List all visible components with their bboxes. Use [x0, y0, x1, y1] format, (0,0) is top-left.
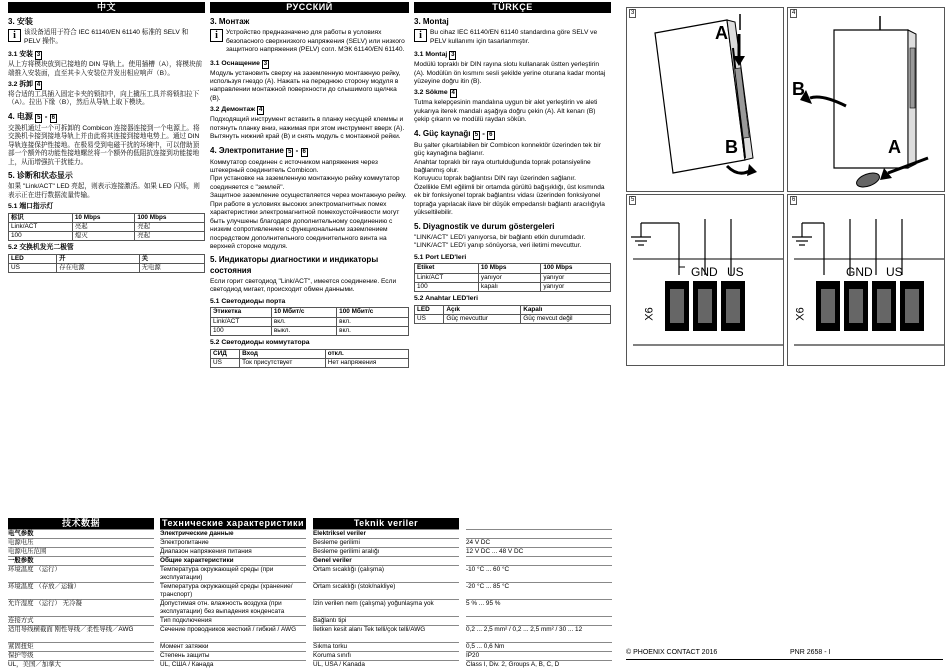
tr-section-3-2: 3.2 Sökme 4: [414, 89, 455, 97]
figure-ref: 5: [288, 148, 292, 155]
figure-5-power: [626, 194, 784, 366]
ru-switch-led-table: СИД Вход откл. US Ток присутствует Нет напряжения: [210, 349, 409, 368]
figure-4-removal: [787, 7, 945, 192]
tr-section-5-2: 5.2 Anahtar LED'leri: [414, 295, 479, 303]
tech-data-tr: Teknik veriler Elektriksel veriler Besleme gerilimi Besleme gerilimi aralığı Genel veriler Ortam sıcaklığı (çalışma) Ortam sıcaklığı (stok/nakliye) İzin verilen nem (çalışma) yoğunlaşma yok Bağlantı tipi İletken kesit alanı Tek telli/çok telli/AWG Sıkma torku Koruma sınıfı UL, USA / Kanada: [313, 518, 459, 669]
figure-number: 6: [792, 197, 796, 203]
footer-rule: [626, 659, 943, 660]
footer-copyright: © PHOENIX CONTACT 2016: [626, 649, 718, 656]
zh-section-4: 4. 电源 5 - 6: [8, 111, 55, 121]
tr-section-5: 5. Diyagnostik ve durum göstergeleri: [414, 221, 555, 231]
tr-note: [414, 29, 611, 48]
ru-text-3-1: Модуль установить сверху на заземленную монтажную рейку, используя гнездо (A). Нажать на переднюю сторону модуля в направлении монтажной поверхности до слышимого щелчка (B).: [210, 69, 401, 102]
tech-values: 24 V DC 12 V DC ... 48 V DC -10 °C ... 60 °C -20 °C ... 85 °C 5 % ... 95 % 0,2 ... 2,5 mm² / 0,2 ... 2,5 mm² / 30 ... 12 0,5 ... 0,6 Nm IP20 Class I, Div. 2, Groups A, B, C, D: [466, 518, 612, 669]
ru-section-5-2: 5.2 Светодиоды коммутатора: [210, 339, 310, 347]
ru-section-5: 5. Индикаторы диагностики и индикаторы состояния: [210, 255, 379, 275]
tr-switch-led-table: LED Açık Kapalı US Güç mevcuttur Güç mevcut değil: [414, 305, 611, 324]
zh-port-led-table: 标识 10 Mbps 100 Mbps Link/ACT 亮起 亮起 100 熄灭 亮起: [8, 213, 205, 242]
tr-section-3: 3. Montaj: [414, 17, 449, 26]
figure-ref: 5: [474, 131, 479, 138]
column-turkish: [414, 2, 611, 327]
zh-text-5: 如果 "Link/ACT" LED 亮起，则表示连接激活。如果 LED 闪烁，则表示正在进行数据流量传输。: [8, 183, 200, 199]
header-russian: РУССКИЙ: [210, 2, 409, 13]
column-chinese: [8, 2, 205, 276]
ru-note-text: Устройство предназначено для работы в условиях безопасного сверхнизкого напряжения (SELV) или низкого защитного напряжения (PELV) согл. МЭК 61140/EN 61140.: [226, 29, 405, 54]
info-icon: i: [414, 29, 427, 42]
footer-doc-number: PNR 2658 - I: [790, 649, 831, 656]
figure-ref: 6: [302, 148, 306, 155]
us-label: US: [727, 265, 744, 279]
header-chinese: 中文: [8, 2, 205, 13]
zh-section-3: 3. 安装: [8, 17, 33, 26]
removal-diagram: [788, 8, 944, 191]
zh-section-3-2: 3.2 拆卸 4: [8, 80, 41, 88]
tech-header-zh: 技术数据: [8, 518, 154, 529]
tr-section-5-1: 5.1 Port LED'leri: [414, 253, 467, 261]
figure-number: 3: [631, 10, 635, 16]
ru-note: [210, 29, 409, 56]
header-turkish: TÜRKÇE: [414, 2, 611, 13]
zh-section-5-2: 5.2 交换机发光二极管: [8, 244, 74, 252]
tr-section-3-1: 3.1 Montaj 3: [414, 51, 455, 59]
tr-text-5: "LINK/ACT" LED'i yanıyorsa, bir bağlantı etkin durumdadır. "LINK/ACT" LED'i yanıp sönüyorsa, veri iletimi mevcuttur.: [414, 233, 586, 250]
ru-section-3-2: 3.2 Демонтаж 4: [210, 106, 263, 114]
x6-label: X6: [643, 307, 656, 321]
info-icon: i: [210, 29, 223, 42]
tr-section-4: 4. Güç kaynağı 5 - 6: [414, 128, 493, 138]
zh-note: [8, 29, 205, 48]
gnd-label: GND: [846, 265, 873, 279]
tech-data-ru: Технические характеристики Электрические данные Электропитание Диапазон напряжения питания Общие характеристики Температура окружающей среды (при эксплуатации) Температура окружающей среды (хранение/транспорт) Допустимая отн. влажность воздуха (при эксплуатации) без выпадения конденсата Тип подключения Сечение проводников жесткий / гибкий / AWG Момент затяжки Степень защиты UL, США / Канада: [160, 518, 304, 668]
zh-section-5-1: 5.1 端口指示灯: [8, 203, 54, 211]
ru-section-3-1: 3.1 Оснащение 3: [210, 59, 268, 67]
tr-text-4: Bu şalter çıkartılabilen bir Combicon konnektör üzerinden tek bir güç kaynağına bağlanır. Anahtar topraklı bir raya oturtulduğunda toprak potansiyeline bağlanmış olur. Koruyucu toprak bağlantısı DIN rayı üzerinden sağlanır. Özellikle EMI eğilimli bir ortamda gürültü bağışıklığı, üst kısmında ek bir fonksiyonel toprak bağlantısı vidası üzerinden fonksiyonel toprağa yapılacak ilave bir düşük empedanslı bağlantı aracılığıyla yükseltilebilir.: [414, 141, 605, 217]
ru-port-led-table: Этикетка 10 Мбит/с 100 Мбит/с Link/ACT вкл. вкл. 100 выкл. вкл.: [210, 307, 409, 336]
ru-section-5-1: 5.1 Светодиоды порта: [210, 297, 286, 305]
tech-header-tr: Teknik veriler: [313, 518, 459, 529]
ru-text-5: Если горит светодиод "Link/ACT", имеется соединение. Если светодиод мигает, происходит обмен данными.: [210, 277, 397, 294]
zh-note-text: 该设备适用于符合 IEC 61140/EN 61140 标准的 SELV 和 PELV 操作。: [24, 29, 189, 45]
column-russian: [210, 2, 409, 371]
figure-ref: 4: [258, 107, 263, 114]
gnd-label: GND: [691, 265, 718, 279]
label-a: A: [888, 137, 901, 157]
zh-text-3-1: 从上方将模块放到已接地的 DIN 导轨上。使用插槽（A），将模块前端推入安装面，直至其卡入安装位并发出相应响声（B）。: [8, 61, 203, 77]
figure-ref: 4: [451, 90, 455, 97]
tr-text-3-1: Modülü topraklı bir DIN rayına slotu kullanarak üstten yerleştirin (A). Modülün ön kısmını sesli şekilde yerine oturana kadar montaj yüzeyine doğru itin (B).: [414, 61, 606, 85]
figure-ref: 5: [37, 114, 41, 121]
tr-port-led-table: Etiket 10 Mbps 100 Mbps Link/ACT yanıyor yanıyor 100 kapalı yanıyor: [414, 263, 611, 292]
zh-text-3-2: 将合适的工具插入固定卡夹的锁扣中，向上撬压工具并将锁扣拉下（A）。拉出下缘（B），然后从导轨上取下模块。: [8, 90, 200, 107]
zh-switch-led-table: LED 开 关 US 存在电源 无电源: [8, 254, 205, 273]
figure-ref: 3: [263, 60, 268, 67]
zh-section-3-1: 3.1 安装 3: [8, 51, 41, 59]
zh-section-5: 5. 诊断和状态显示: [8, 171, 73, 181]
label-b: B: [792, 79, 805, 99]
mounting-diagram: [627, 8, 783, 191]
tech-data-zh: 技术数据 电气参数 电源电压 电源电压范围 一般参数 环境温度 （运行） 环境温度 （存放／运输） 允许湿度 （运行） 无冷凝 连接方式 适用导线横截面 刚性导线／柔性导线／AWG 紧固扭矩 保护等级 UL，美国／加拿大: [8, 518, 154, 669]
figure-ref: 4: [36, 81, 41, 88]
ru-text-4: Коммутатор соединен с источником напряжения через штекерный соединитель Combicon. При установке на заземленную монтажную рейку коммутатор соединяется с "землей". Защитное заземление осуществляется через монтажную рейку. При работе в условиях высоких электромагнитных помех характеристики электромагнитной помехоустойчивости могут быть улучшены благодаря дополнительному соединению с низким сопротивлением с функциональным заземлением посредством дополнительного соединительного винта на верхней стороне модуля.: [210, 158, 407, 250]
ru-text-3-2: Подходящий инструмент вставить в планку несущей клеммы и потянуть планку вниз, нажимая при этом инструмент вверх (A). Вытянуть нижний край (B) и снять модуль с монтажной рейки.: [210, 116, 405, 141]
figure-ref: 6: [51, 114, 55, 121]
info-icon: i: [8, 29, 21, 42]
ru-section-3: 3. Монтаж: [210, 17, 250, 26]
x6-label: X6: [794, 307, 807, 321]
figure-number: 5: [631, 197, 635, 203]
figure-3-mounting: [626, 7, 784, 192]
figure-6-power: [787, 194, 945, 366]
tr-note-text: Bu cihaz IEC 61140/EN 61140 standardına göre SELV ve PELV kullanımı için tasarlanmıştır.: [430, 29, 598, 45]
us-label: US: [886, 265, 903, 279]
tech-header-ru: Технические характеристики: [161, 518, 304, 528]
zh-text-4: 交换机通过一个可拆卸的 Combicon 连接器连接到一个电源上。将交换机卡接到接地导轨上并由此将其连接到接地电势上。通过 DIN 导轨连接保护性接地。在极易受到电磁干扰的环境中，可以借助顶部一个额外的功能性接地螺丝将一个额外的低阻抗连接到功能接地上，从而增强抗干扰能力。: [8, 124, 200, 166]
label-b: B: [725, 137, 738, 157]
tr-text-3-2: Tutma kelepçesinin mandalına uygun bir alet yerleştirin ve aleti yukarıya iterek mandalı aşağıya doğru çekin (A). Alt kenarı (B) çekip çıkarın ve modülü raydan sökün.: [414, 99, 598, 124]
ru-section-4: 4. Электропитание 5 - 6: [210, 145, 306, 155]
figure-number: 4: [792, 10, 796, 16]
figure-ref: 3: [36, 52, 41, 59]
figure-ref: 6: [489, 131, 493, 138]
label-a: A: [715, 23, 728, 43]
figure-ref: 3: [451, 52, 455, 59]
